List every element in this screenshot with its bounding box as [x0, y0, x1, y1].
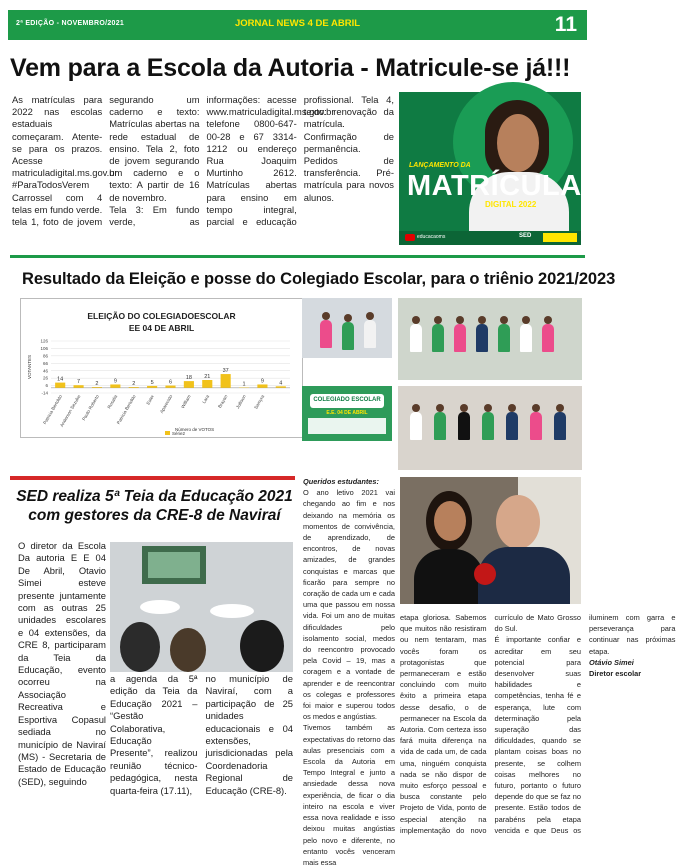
sed-article-col3: no município de Naviraí, com a participação de 25 unidades educacionais e 04 extensões, jurisdicionadas pela Coordenadoria Regional de Educação (CRE-8). [206, 673, 294, 797]
chart-x-tick: Brayan [217, 394, 229, 409]
chart-x-axis-label: Número de VOTOS [175, 427, 214, 432]
chart-y-tick: 106 [40, 346, 48, 351]
round-table [140, 600, 180, 614]
director-letter [303, 476, 395, 846]
person-head [344, 314, 352, 322]
chart-y-tick: 126 [40, 339, 48, 344]
legend-label: Série2 [172, 431, 185, 436]
person-body [530, 412, 542, 440]
chart-data-label: 9 [114, 378, 117, 384]
chart-y-tick: 26 [43, 376, 49, 381]
person-body [320, 320, 332, 348]
man-face [496, 495, 540, 549]
person-head [412, 404, 420, 412]
rose-flower [474, 563, 496, 585]
letter-signature-role: Diretor escolar [589, 668, 676, 679]
chart-data-label: 6 [169, 380, 172, 386]
person-head [556, 404, 564, 412]
journal-title: JORNAL NEWS 4 DE ABRIL [8, 18, 587, 29]
main-article-paragraph: Tela 3: Em fundo verde, as informações: acesse www.matriculadigital.ms.gov.br telefone 0800-647-00-28 e 67 3314-1212 ou endereço Rua Joaquim Murtinho 2612. Matrículas abertas para ensino em tempo integral, parcial e educação profissional. Tela 4, texto: renovação da matrícula. Confirmação de permanência. Pedidos de transferência. Pré-matrícula para novos alunos. [109, 94, 394, 228]
person-body [432, 324, 444, 352]
person-head [508, 404, 516, 412]
chart-x-tick: Patricia Bertoldo [116, 394, 137, 426]
chart-x-tick: Patricia Bertoldo [42, 394, 63, 426]
chart-bar [184, 381, 194, 388]
person-body [554, 412, 566, 440]
election-chart [20, 298, 303, 438]
letter-salutation: Queridos estudantes: [303, 476, 395, 487]
masthead [8, 10, 587, 40]
chart-data-label: 18 [186, 375, 192, 381]
page-number: 11 [555, 13, 577, 37]
chart-data-label: 7 [77, 379, 80, 385]
sed-article-col2: a agenda da 5ª edição da Teia da Educação 2021 – “Gestão Colaborativa, Educação Presente”, realizou reunião técnico-pedagógica, nesta quarta-feira (17.11), [110, 673, 198, 797]
chart-data-label: 4 [279, 380, 282, 386]
chart-title: ELEIÇÃO DO COLEGIADOESCOLAR [25, 311, 298, 321]
chart-bar [55, 383, 65, 388]
chart-data-label: 9 [261, 378, 264, 384]
person-body [458, 412, 470, 440]
projection-screen [142, 546, 206, 584]
sed-section-bar [10, 476, 295, 480]
person-head [500, 316, 508, 324]
woman-face [434, 501, 466, 541]
photo-students-indoors [302, 298, 392, 358]
ad-subtitle: DIGITAL 2022 [485, 200, 536, 209]
person-head [456, 316, 464, 324]
letter-paragraph: Tivemos também as expectativas do retorno das aulas presenciais com a Escola da Autoria em Tempo Integral e junto a ansiedade dessa nova experiência, de ficar o dia inteiro na escola e viver essa nova realidade e isso deixou muitas angústias pelo novo e diferente, no entanto vocês venceram mais essa [303, 722, 395, 868]
chart-x-tick: Anderson Sezufre [59, 394, 82, 428]
person-body [476, 324, 488, 352]
poster-title: COLEGIADO ESCOLAR [310, 394, 384, 408]
main-article-paragraph: As matrículas para 2022 nas escolas estaduais começaram. Atente-se para os prazos. Acesse matriculadigital.ms.gov.br #ParaTodosVerem [12, 94, 102, 192]
chart-x-tick: Rosalia [106, 394, 118, 410]
ad-student-face [497, 114, 539, 172]
person-head [484, 404, 492, 412]
chart-data-label: 2 [95, 381, 98, 387]
chart-panel [25, 303, 298, 433]
chart-bar [276, 386, 286, 387]
photo-director-portrait [400, 477, 581, 604]
chart-y-tick: 46 [43, 368, 49, 373]
photo-group-indoor [398, 386, 582, 470]
person-head [532, 404, 540, 412]
main-article-body [12, 94, 394, 254]
chart-x-tick: Samyra [253, 394, 265, 410]
sed-article-cols [110, 673, 293, 833]
chart-x-tick: Lara [201, 394, 210, 405]
election-title: Resultado da Eleição e posse do Colegiado Escolar, para o triênio 2021/2023 [22, 270, 615, 289]
person-head [478, 316, 486, 324]
election-photos [302, 298, 586, 438]
person-head [544, 316, 552, 324]
person-body [454, 324, 466, 352]
letter-paragraph: É importante confiar e acreditar em seu potencial para desenvolver suas habilidades e competências, tenha fé e esperança, lute com determinação pela superação das dificuldades, quando se plantam coisas boas no presente, se colhem coisas melhores no futuro, portanto o futuro depende do que se faz no presente. Estão todos de parabéns pela etapa vencida e que Deus os iluminem com garra e perseverança para continuar nas próximas etapa. [495, 612, 676, 842]
ad-pretitle: LANÇAMENTO DA [409, 162, 471, 169]
person-body [482, 412, 494, 440]
chart-bar [74, 385, 84, 388]
ad-handle: educacaoms [417, 234, 445, 240]
chart-subtitle: EE 04 DE ABRIL [25, 323, 298, 333]
chart-x-tick: Aparecido [159, 394, 174, 414]
person-head [436, 404, 444, 412]
photo-teia-educacao-event [110, 542, 293, 672]
letter-signature: Otávio Simei [589, 657, 676, 668]
election-section [10, 255, 585, 475]
chart-x-tick: Ester [145, 394, 155, 406]
attendee [120, 622, 160, 672]
poster-date: E.E. 04 DE ABRIL [310, 410, 384, 416]
chart-bar [129, 387, 139, 388]
ad-title: MATRÍCULA [407, 170, 582, 203]
chart-bar [92, 387, 102, 388]
person-body [498, 324, 510, 352]
round-table [210, 604, 254, 618]
main-headline: Vem para a Escola da Autoria - Matricule-se já!!! [10, 54, 585, 83]
matricula-digital-ad [399, 92, 581, 245]
ad-org-logo: SED [519, 233, 531, 239]
chart-data-label: 21 [204, 374, 210, 380]
chart-x-tick: Jullison [235, 394, 247, 410]
person-body [364, 320, 376, 348]
chart-plot [25, 335, 298, 433]
person-head [460, 404, 468, 412]
chart-y-tick: -14 [41, 391, 48, 396]
chart-data-label: 1 [243, 381, 246, 387]
person-body [434, 412, 446, 440]
chart-x-tick: Paulo Roberto [81, 394, 100, 422]
chart-y-tick: 66 [43, 361, 49, 366]
photo-colegiado-poster [302, 386, 392, 441]
person-head [412, 316, 420, 324]
chart-y-tick: 6 [45, 383, 48, 388]
letter-paragraph: etapa gloriosa. Sabemos que muitos não resistiram ou nem tentaram, mas vocês foram os protagonistas que permaneceram e estão concluindo com muito êxito a primeira etapa desse desafio, o de permanecer na Escola da Autoria. Com certeza isso fará muita diferença na vida de cada um, de cada uma, ninguém conquista nada se não dispor de muito esforço pessoal e busca constante pelo Projeto de Vida, ponto de especial atenção na implementação do novo currículo de Mato Grosso do Sul. [400, 612, 581, 842]
person-body [342, 322, 354, 350]
poster-text-box [308, 418, 386, 434]
chart-legend [165, 431, 185, 436]
letter-body [303, 487, 395, 868]
person-head [322, 312, 330, 320]
chart-bar [257, 384, 267, 387]
letter-paragraph: O ano letivo 2021 vai chegando ao fim e nos deixando na memória os momentos de convivência, de aprendizado, de encontros, de novas amizades, de grandes conquistas e marcas que ficarão para sempre no coração de cada um e cada uma que passou em nossa vida. Foi um ano de muitas dificuldades pelo isolamento social, medos do reencontro provocado pela Covid – 19, mas a coragem e a vontade de aprender e de reencontrar os colegas e professores foi maior e superou todos os medos e angústias. [303, 487, 395, 722]
sed-article-col1: O diretor da Escola Da autoria E E 04 De Abril, Otavio Simei esteve presente juntamente com as outras 25 unidades escolares e 04 extensões, da CRE 8, participaram da Teia da Educação, evento ocorreu na Associação Recreativa e Esportiva Copasul sediada no município de Naviraí (MS) - Secretaria de Estado de Educação (SED), seguindo [18, 540, 106, 840]
letter-continuation [400, 612, 581, 842]
sed-article-title: SED realiza 5ª Teia da Educação 2021 com gestores da CRE-8 de Naviraí [12, 487, 297, 525]
person-head [434, 316, 442, 324]
person-body [410, 412, 422, 440]
chart-y-tick: 86 [43, 353, 49, 358]
chart-bar [202, 380, 212, 388]
chart-bar [110, 384, 120, 387]
person-body [542, 324, 554, 352]
chart-data-label: 2 [132, 381, 135, 387]
chart-data-label: 5 [151, 380, 154, 386]
chart-bar [221, 374, 231, 388]
youtube-icon [405, 234, 415, 241]
chart-bar [165, 386, 175, 388]
chart-data-label: 14 [57, 377, 63, 383]
legend-swatch [165, 431, 170, 435]
person-body [506, 412, 518, 440]
photo-group-outdoor [398, 298, 582, 380]
attendee [240, 620, 284, 672]
main-article-paragraph: Carrossel com 4 telas em fundo verde. tela 1, foto de jovem segurando um caderno e texto: Matrículas abertas na rede estadual de ensino. Tela 2, foto de jovem segurando um caderno e o texto: A partir de 16 de novembro. [12, 94, 200, 228]
person-body [520, 324, 532, 352]
attendee [170, 628, 206, 672]
chart-x-tick: William [180, 394, 192, 409]
chart-bar [147, 386, 157, 388]
chart-data-label: 37 [223, 368, 229, 374]
person-head [366, 312, 374, 320]
ad-footer [399, 231, 581, 245]
person-body [410, 324, 422, 352]
person-head [522, 316, 530, 324]
edition-label: 2ª EDIÇÃO - NOVEMBRO/2021 [16, 20, 124, 27]
chart-y-axis-label: VOTANTES [27, 355, 32, 379]
ms-government-logo [543, 233, 577, 242]
